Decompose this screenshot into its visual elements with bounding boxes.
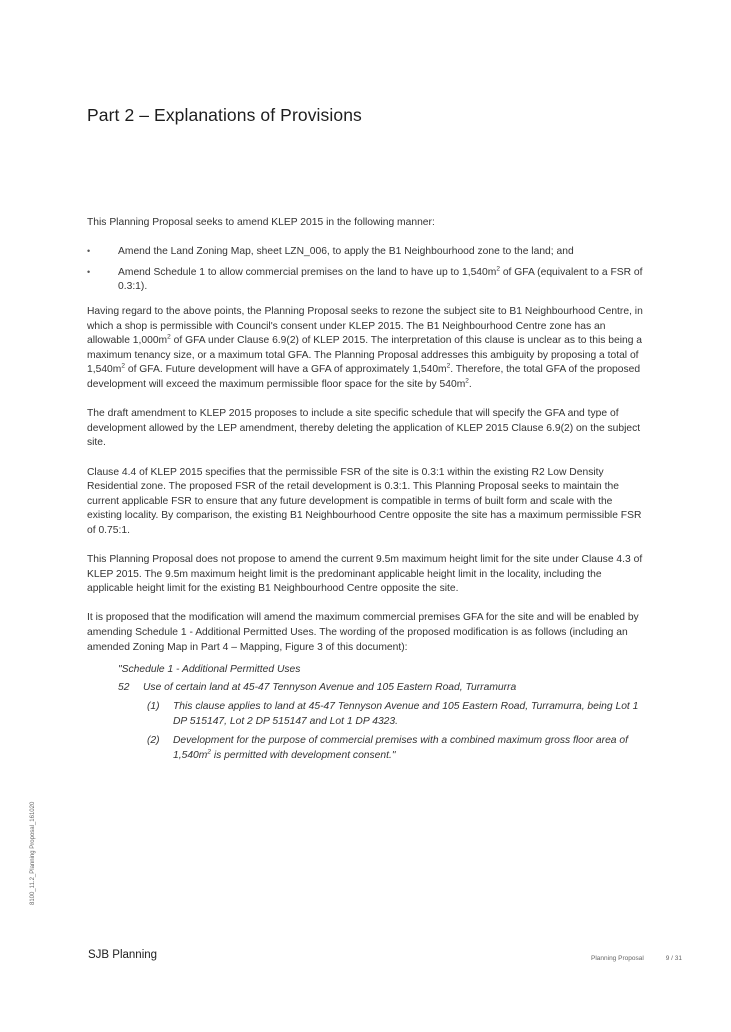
- schedule-subclause: [87, 734, 647, 763]
- bullet-marker: •: [87, 266, 91, 277]
- paragraph-fsr: Clause 4.4 of KLEP 2015 specifies that the permissible FSR of the site is 0.3:1 within the existing R2 Low Density Residential zone. The proposed FSR of the retail development is 0.3:1. This Planning Proposal seeks to maintain the current applicable FSR to ensure that any future development is compatible in terms of built form and scale with the existing locality. By comparison, the existing B1 Neighbourhood Centre opposite the site has a maximum permissible FSR of 0.75:1.: [87, 466, 642, 536]
- schedule-quote: [87, 663, 647, 764]
- text-span: .: [468, 378, 472, 390]
- paragraph-draft-amendment: The draft amendment to KLEP 2015 proposes to include a site specific schedule that will specify the GFA and type of development allowed by the LEP amendment, thereby deleting the application of KLEP 2015 Clause 6.9(2) on the subject site.: [87, 408, 641, 449]
- paragraph-modification: It is proposed that the modification will amend the maximum commercial premises GFA for the site and will be enabled by amending Schedule 1 - Additional Permitted Uses. The wording of the proposed modification is as follows (including an amended Zoning Map in Part 4 – Mapping, Figure 3 of this document):: [87, 612, 639, 653]
- document-reference-code: 8100_11.2_Planning Proposal_161020: [30, 801, 36, 905]
- text-span: of GFA. Future development will have a GFA of approximately 1,540m: [124, 364, 447, 376]
- list-item-text: Amend Schedule 1 to allow commercial premises on the land to have up to 1,540m: [118, 266, 497, 278]
- footer-doc-label: Planning Proposal: [591, 955, 644, 962]
- subclause-text: This clause applies to land at 45-47 Tennyson Avenue and 105 Eastern Road, Turramurra, being Lot 1 DP 515147, Lot 2 DP 515147 and Lot 1 DP 4323.: [173, 701, 639, 727]
- subclause-number: (1): [147, 701, 160, 712]
- text-span: . Therefore, the total GFA of the proposed development will exceed the maximum permissible floor space for the site by 540m: [87, 364, 641, 390]
- footer-page-info: [591, 955, 682, 962]
- superscript: 2: [207, 748, 211, 756]
- list-item: [87, 266, 647, 295]
- superscript: 2: [496, 265, 500, 273]
- list-item-text: Amend the Land Zoning Map, sheet LZN_006, to apply the B1 Neighbourhood zone to the land; and: [118, 246, 574, 258]
- intro-paragraph: This Planning Proposal seeks to amend KLEP 2015 in the following manner:: [87, 217, 435, 228]
- subclause-text: Development for the purpose of commercial premises with a combined maximum gross floor area of 1,540m: [173, 735, 628, 761]
- text-span: Having regard to the above points, the Planning Proposal seeks to rezone the subject site to B1 Neighbourhood Centre, in which a shop is permissible with Council's consent under KLEP 2015. The B1 Neighbourhood Centre zone has an allowable 1,000m: [87, 305, 643, 347]
- subclause-text: is permitted with development consent.": [210, 749, 396, 761]
- subclause-number: (2): [147, 735, 160, 747]
- list-item-text: of GFA (equivalent to a FSR of 0.3:1).: [118, 266, 643, 293]
- text-span: of GFA under Clause 6.9(2) of KLEP 2015. The interpretation of this clause is unclear as to this being a maximum tenancy size, or a maximum total GFA. The Planning Proposal addresses this ambiguity by proposing a total of 1,540m: [87, 335, 643, 376]
- amendment-list: [87, 245, 647, 295]
- schedule-subclause: [87, 700, 647, 729]
- schedule-item-number: 52: [118, 682, 130, 694]
- schedule-item-text: Use of certain land at 45-47 Tennyson Avenue and 105 Eastern Road, Turramurra: [143, 682, 517, 694]
- schedule-item: [87, 681, 647, 696]
- superscript: 2: [465, 377, 469, 385]
- superscript: 2: [167, 333, 171, 341]
- superscript: 2: [121, 362, 125, 370]
- page-title: Part 2 – Explanations of Provisions: [87, 105, 362, 125]
- paragraph-height-limit: This Planning Proposal does not propose to amend the current 9.5m maximum height limit for the site under Clause 4.3 of KLEP 2015. The 9.5m maximum height limit is the predominant applicable height limit in the locality, including the applicable height limit for the existing B1 Neighbourhood Centre opposite the site.: [87, 554, 643, 595]
- paragraph-rezoning: [87, 305, 647, 393]
- superscript: 2: [446, 362, 451, 370]
- schedule-heading: "Schedule 1 - Additional Permitted Uses: [118, 663, 301, 675]
- list-item: [87, 245, 647, 260]
- bullet-marker: •: [87, 246, 91, 257]
- body-text: [87, 216, 647, 768]
- footer-company: SJB Planning: [88, 949, 158, 961]
- page-number: 9 / 31: [665, 955, 683, 962]
